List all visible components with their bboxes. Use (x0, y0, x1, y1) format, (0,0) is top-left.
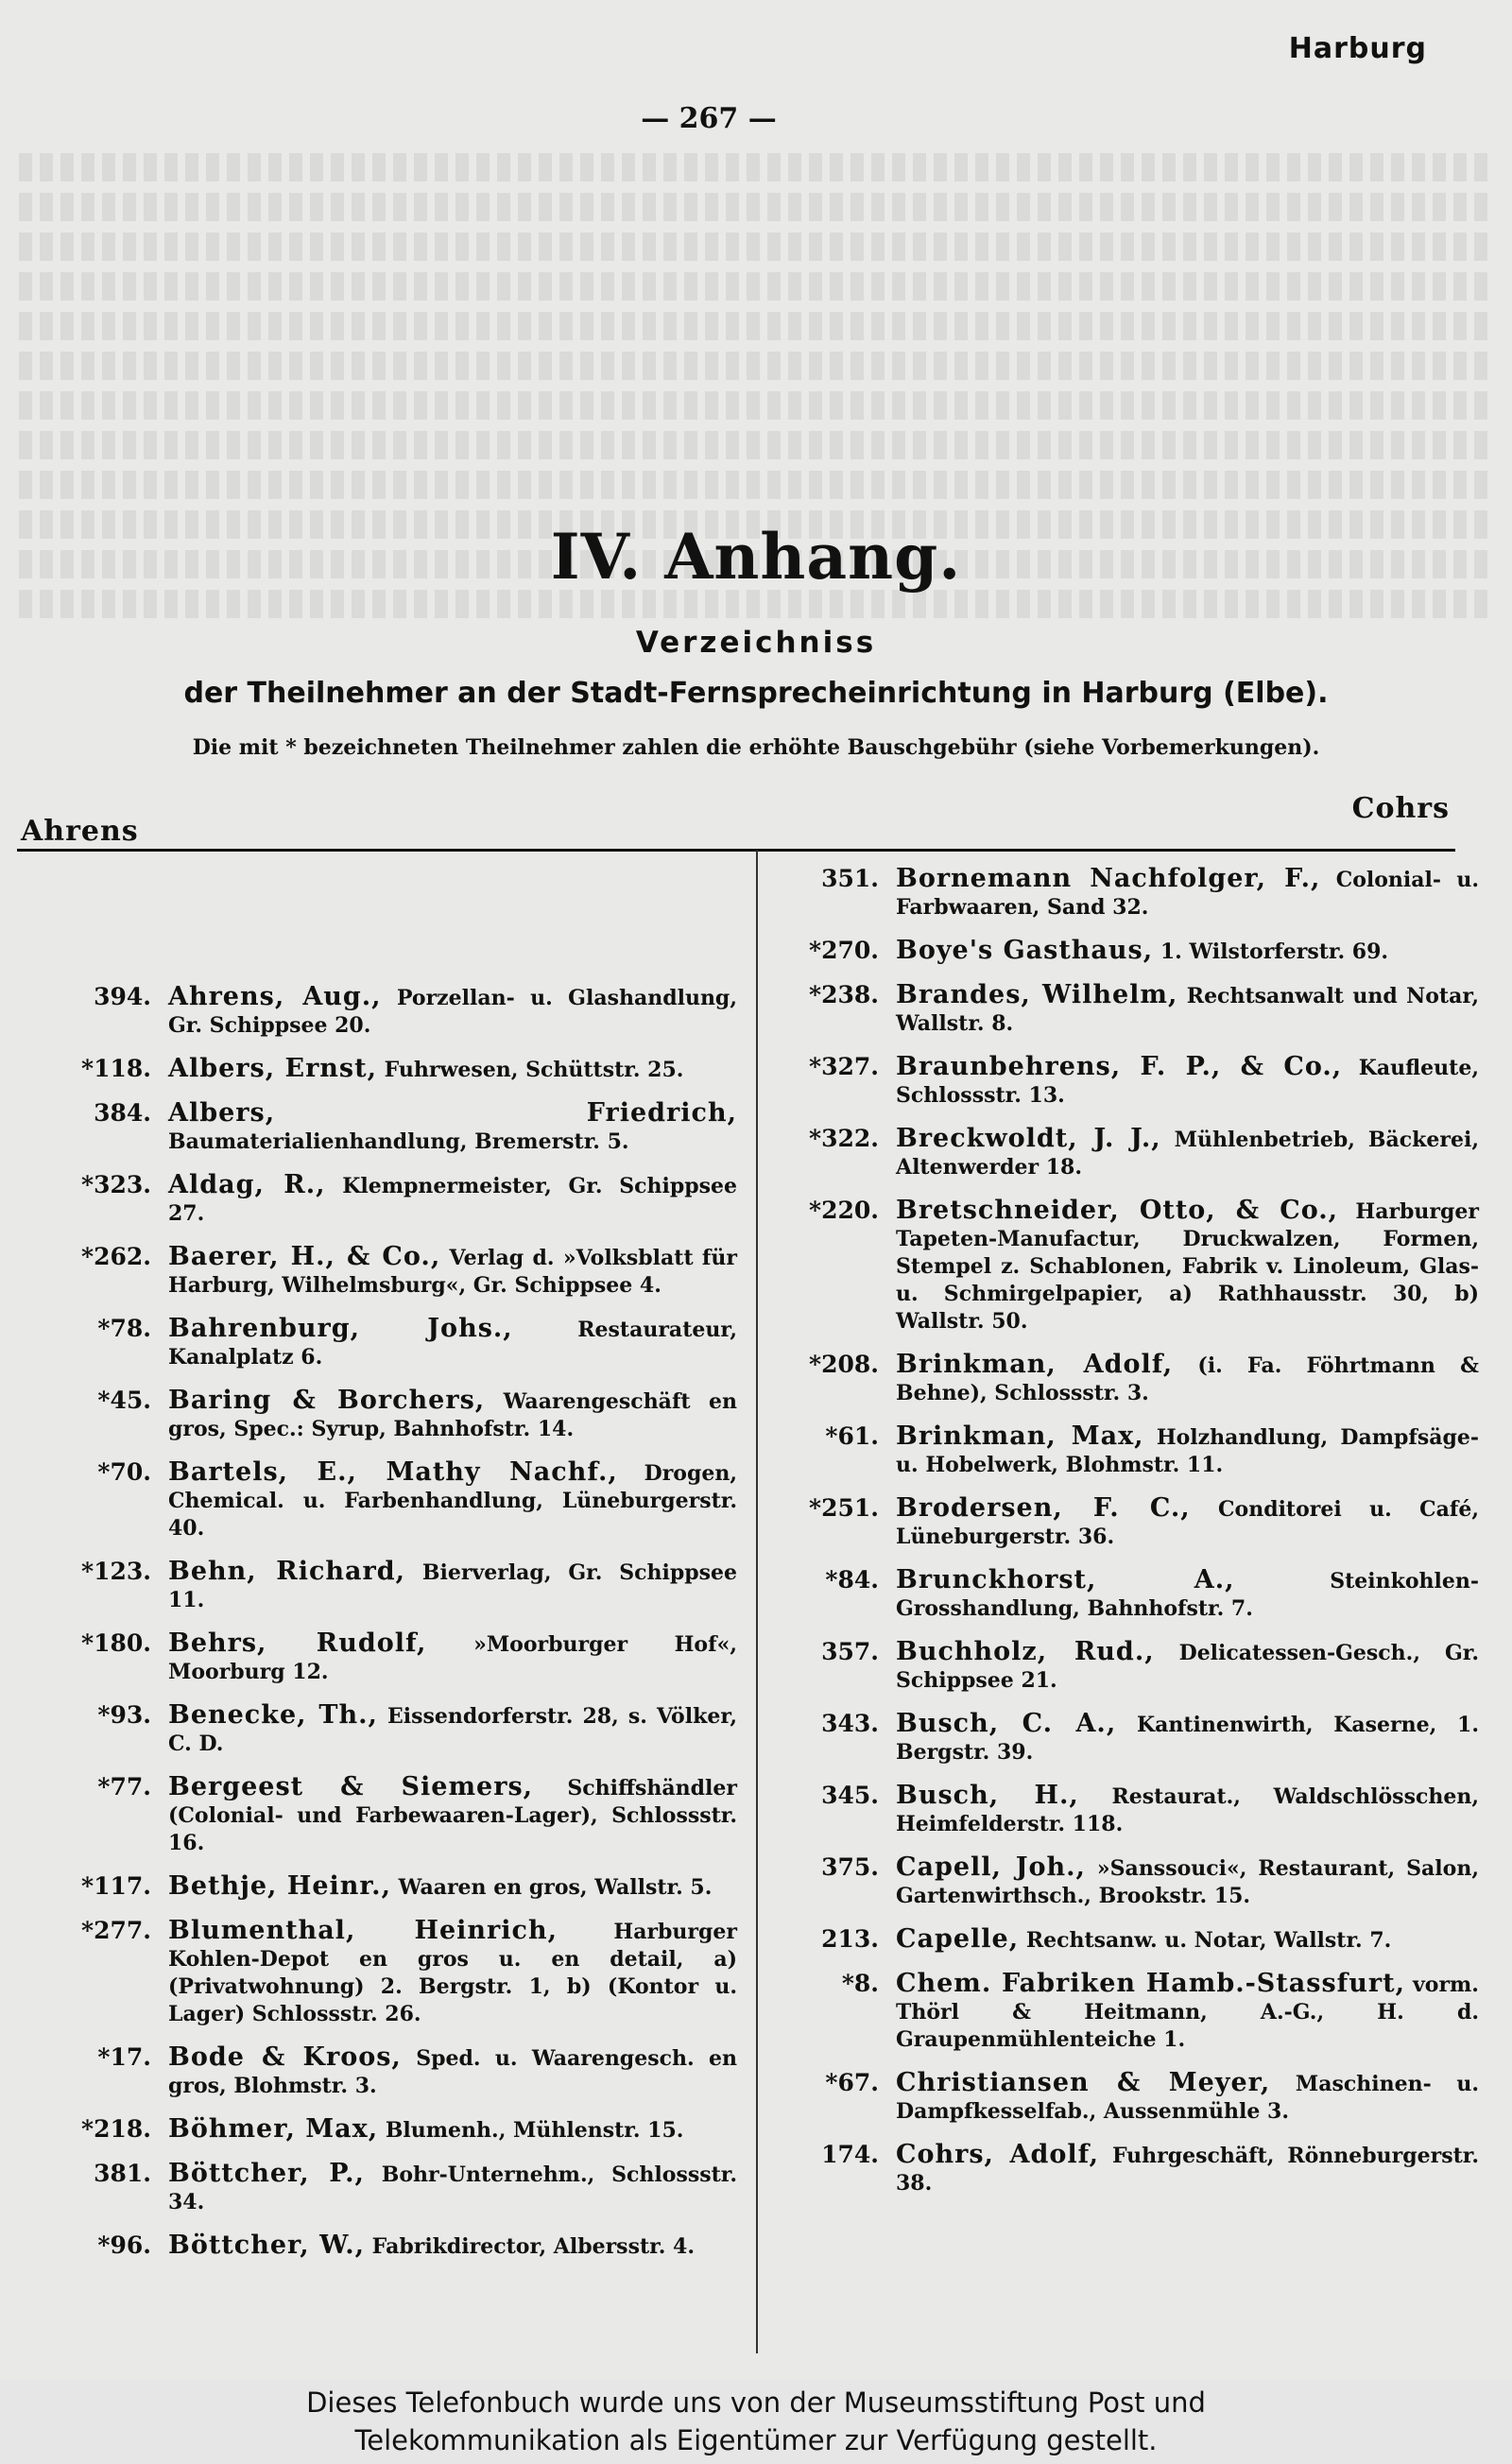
entry-number: *118. (81, 1055, 151, 1082)
directory-entry (765, 937, 1479, 966)
directory-entry (765, 865, 1479, 922)
entry-number: *96. (97, 2231, 151, 2259)
entry-description: Holzhandlung, Dampfsäge- u. Hobelwerk, Blohmstr. 11. (896, 1425, 1479, 1477)
entry-description: Colonial- u. Farbwaaren, Sand 32. (896, 868, 1479, 920)
entry-number: 381. (94, 2160, 151, 2187)
entry-number: 375. (821, 1853, 879, 1881)
entry-description: Baumaterialienhandlung, Bremerstr. 5. (168, 1129, 629, 1154)
entry-number: *61. (825, 1422, 879, 1450)
directory-entry (765, 1853, 1479, 1910)
directory-entry (765, 1053, 1479, 1110)
entry-description: Blumenh., Mühlenstr. 15. (385, 2118, 684, 2143)
entry-number: *323. (81, 1171, 151, 1198)
entry-description: Harburger Tapeten-Manufactur, Druckwalzen, Formen, Stempel z. Schablonen, Fabrik v. Linoleum, Glas- u. Schmirgelpapier, a) Rathhausstr. 30, b) Wallstr. 50. (896, 1199, 1479, 1334)
entry-description: Schiffshändler (Colonial- und Farbewaaren-Lager), Schlossstr. 16. (168, 1776, 737, 1855)
entry-number: *262. (81, 1243, 151, 1270)
entry-number: *17. (97, 2043, 151, 2071)
directory-entry (765, 1638, 1479, 1695)
directory-entry (38, 1055, 737, 1084)
entry-name: Busch, C. A., (896, 1709, 1117, 1738)
entry-number: *93. (97, 1701, 151, 1729)
entry-description: Sped. u. Waarengesch. en gros, Blohmstr. 3. (168, 2046, 737, 2098)
entry-description: Delicatessen-Gesch., Gr. Schippsee 21. (896, 1641, 1479, 1693)
column-divider (756, 851, 758, 2353)
entry-description: »Sanssouci«, Restaurant, Salon, Gartenwirthsch., Brookstr. 15. (896, 1856, 1479, 1908)
entry-name: Chem. Fabriken Hamb.-Stassfurt, (896, 1969, 1406, 1998)
entry-description: Conditorei u. Café, Lüneburgerstr. 36. (896, 1497, 1479, 1549)
directory-entry (765, 1970, 1479, 2054)
entry-description: Verlag d. »Volksblatt für Harburg, Wilhelmsburg«, Gr. Schippsee 4. (168, 1246, 737, 1298)
entry-name: Baring & Borchers, (168, 1386, 486, 1415)
entry-number: 345. (821, 1782, 879, 1809)
entry-name: Aldag, R., (168, 1170, 326, 1199)
entry-number: *117. (81, 1872, 151, 1900)
entry-number: *84. (825, 1566, 879, 1594)
directory-entry (38, 2160, 737, 2216)
entry-number: *78. (97, 1315, 151, 1342)
entry-number: *77. (97, 1773, 151, 1801)
section-title: IV. Anhang. (550, 520, 962, 594)
directory-entry (38, 1171, 737, 1228)
entry-name: Brinkman, Adolf, (896, 1350, 1174, 1379)
entry-name: Cohrs, Adolf, (896, 2140, 1100, 2169)
directory-entry (38, 1458, 737, 1542)
directory-entry (765, 2069, 1479, 2126)
entry-description: Rechtsanw. u. Notar, Wallstr. 7. (1025, 1928, 1392, 1953)
directory-entry (38, 2043, 737, 2100)
directory-entry (38, 983, 737, 1040)
entry-number: *70. (97, 1458, 151, 1486)
entry-number: *327. (809, 1053, 879, 1080)
entry-name: Brodersen, F. C., (896, 1493, 1191, 1523)
entry-number: *270. (809, 937, 879, 964)
entry-name: Bode & Kroos, (168, 2042, 402, 2072)
directory-entry (38, 1387, 737, 1443)
entry-number: *251. (809, 1494, 879, 1522)
entry-number: 343. (821, 1710, 879, 1737)
directory-entry (765, 1125, 1479, 1181)
entry-description: Restaurat., Waldschlösschen, Heimfelderstr. 118. (896, 1784, 1479, 1836)
entry-description: Klempnermeister, Gr. Schippsee 27. (168, 1174, 737, 1226)
directory-entry (765, 1351, 1479, 1407)
section-description: der Theilnehmer an der Stadt-Fernsprecheinrichtung in Harburg (Elbe). (183, 677, 1329, 710)
directory-entry (38, 1243, 737, 1300)
entry-number: *67. (825, 2069, 879, 2096)
entry-description: Restaurateur, Kanalplatz 6. (168, 1318, 737, 1370)
entry-name: Braunbehrens, F. P., & Co., (896, 1052, 1343, 1081)
left-column (38, 983, 737, 2276)
entry-number: *208. (809, 1351, 879, 1378)
directory-entry (38, 1872, 737, 1902)
entry-name: Breckwoldt, J. J., (896, 1124, 1161, 1153)
directory-entry (38, 1629, 737, 1686)
directory-entry (765, 981, 1479, 1038)
entry-name: Behn, Richard, (168, 1557, 406, 1586)
directory-entry (765, 1782, 1479, 1838)
directory-entry (765, 1710, 1479, 1766)
directory-entry (765, 1197, 1479, 1335)
directory-entry (38, 1558, 737, 1614)
entry-number: *180. (81, 1629, 151, 1657)
entry-name: Bergeest & Siemers, (168, 1772, 534, 1801)
footer-line-1: Dieses Telefonbuch wurde uns von der Museumsstiftung Post und (306, 2386, 1206, 2419)
entry-number: *238. (809, 981, 879, 1008)
directory-entry (38, 1917, 737, 2028)
entry-number: 351. (821, 865, 879, 892)
entry-name: Brinkman, Max, (896, 1422, 1144, 1451)
entry-description: Mühlenbetrieb, Bäckerei, Altenwerder 18. (896, 1128, 1479, 1180)
directory-entry (38, 1701, 737, 1758)
directory-entry (38, 2231, 737, 2261)
entry-name: Blumenthal, Heinrich, (168, 1916, 558, 1945)
page-number: — 267 — (641, 102, 777, 135)
entry-name: Ahrens, Aug., (168, 982, 382, 1011)
entry-description: Harburger Kohlen-Depot en gros u. en detail, a) (Privatwohnung) 2. Bergstr. 1, b) (Kontor u. Lager) Schlossstr. 26. (168, 1920, 737, 2026)
entry-number: *322. (809, 1125, 879, 1152)
entry-description: vorm. Thörl & Heitmann, A.-G., H. d. Graupenmühlenteiche 1. (896, 1973, 1479, 2052)
fee-note: Die mit * bezeichneten Theilnehmer zahlen die erhöhte Bauschgebühr (siehe Vorbemerkungen). (192, 735, 1320, 760)
directory-entry (38, 1315, 737, 1371)
entry-name: Bartels, E., Mathy Nachf., (168, 1457, 618, 1487)
entry-description: Drogen, Chemical. u. Farbenhandlung, Lüneburgerstr. 40. (168, 1461, 737, 1541)
entry-number: 394. (94, 983, 151, 1010)
entry-name: Böhmer, Max, (168, 2114, 379, 2144)
entry-description: Kantinenwirth, Kaserne, 1. Bergstr. 39. (896, 1713, 1479, 1765)
entry-description: Waarengeschäft en gros, Spec.: Syrup, Bahnhofstr. 14. (168, 1389, 737, 1441)
entry-description: »Moorburger Hof«, Moorburg 12. (168, 1632, 737, 1684)
entry-name: Böttcher, P., (168, 2159, 365, 2188)
entry-name: Benecke, Th., (168, 1700, 378, 1730)
entry-number: *220. (809, 1197, 879, 1224)
entry-number: 357. (821, 1638, 879, 1665)
entry-number: *218. (81, 2115, 151, 2143)
section-subtitle: Verzeichniss (635, 626, 877, 660)
entry-description: Fabrikdirector, Albersstr. 4. (371, 2234, 695, 2259)
entry-description: Bohr-Unternehm., Schlossstr. 34. (168, 2162, 737, 2214)
entry-name: Bethje, Heinr., (168, 1871, 391, 1901)
entry-name: Baerer, H., & Co., (168, 1242, 441, 1271)
entry-description: Steinkohlen-Grosshandlung, Bahnhofstr. 7. (896, 1569, 1479, 1621)
entry-name: Capell, Joh., (896, 1852, 1086, 1882)
entry-number: *8. (841, 1970, 879, 1997)
entry-number: 213. (821, 1925, 879, 1953)
entry-name: Buchholz, Rud., (896, 1637, 1155, 1666)
footer-notice (0, 2380, 1512, 2464)
entry-name: Bornemann Nachfolger, F., (896, 864, 1321, 893)
directory-entry (765, 1925, 1479, 1955)
right-column (765, 865, 1479, 2213)
entry-name: Böttcher, W., (168, 2231, 365, 2260)
entry-name: Boye's Gasthaus, (896, 936, 1154, 965)
column-head-left: Ahrens (21, 815, 139, 848)
entry-description: Porzellan- u. Glashandlung, Gr. Schippsee 20. (168, 986, 737, 1038)
entry-number: 384. (94, 1099, 151, 1127)
header-rule (17, 849, 1455, 852)
entry-name: Christiansen & Meyer, (896, 2068, 1271, 2097)
entry-name: Busch, H., (896, 1781, 1079, 1810)
entry-description: Waaren en gros, Wallstr. 5. (398, 1875, 713, 1900)
entry-name: Brandes, Wilhelm, (896, 980, 1178, 1009)
directory-entry (38, 2115, 737, 2145)
entry-name: Albers, Ernst, (168, 1054, 377, 1083)
entry-description: Eissendorferstr. 28, s. Völker, C. D. (168, 1704, 737, 1756)
entry-name: Capelle, (896, 1924, 1020, 1954)
entry-name: Bahrenburg, Johs., (168, 1314, 513, 1343)
entry-name: Behrs, Rudolf, (168, 1628, 427, 1658)
entry-number: *277. (81, 1917, 151, 1944)
directory-entry (765, 1566, 1479, 1623)
footer-line-2: Telekommunikation als Eigentümer zur Verfügung gestellt. (354, 2424, 1158, 2456)
directory-entry (765, 1422, 1479, 1479)
directory-entry (765, 2141, 1479, 2197)
directory-entry (38, 1773, 737, 1857)
entry-description: Fuhrwesen, Schüttstr. 25. (384, 1058, 684, 1082)
entry-number: *123. (81, 1558, 151, 1585)
entry-description: 1. Wilstorferstr. 69. (1160, 939, 1389, 964)
entry-description: Fuhrgeschäft, Rönneburgerstr. 38. (896, 2144, 1479, 2196)
column-head-right: Cohrs (1351, 792, 1450, 825)
entry-description: Kaufleute, Schlossstr. 13. (896, 1056, 1479, 1108)
entry-description: Bierverlag, Gr. Schippsee 11. (168, 1560, 737, 1612)
running-head: Harburg (1288, 32, 1427, 65)
entry-name: Brunckhorst, A., (896, 1565, 1235, 1594)
directory-entry (765, 1494, 1479, 1551)
entry-number: 174. (821, 2141, 879, 2168)
entry-description: Maschinen- u. Dampfkesselfab., Aussenmühle 3. (896, 2072, 1479, 2124)
entry-description: (i. Fa. Föhrtmann & Behne), Schlossstr. 3. (896, 1353, 1479, 1405)
directory-entry (38, 1099, 737, 1156)
entry-name: Bretschneider, Otto, & Co., (896, 1196, 1339, 1225)
entry-number: *45. (97, 1387, 151, 1414)
entry-name: Albers, Friedrich, (168, 1098, 737, 1128)
entry-description: Rechtsanwalt und Notar, Wallstr. 8. (896, 984, 1479, 1036)
